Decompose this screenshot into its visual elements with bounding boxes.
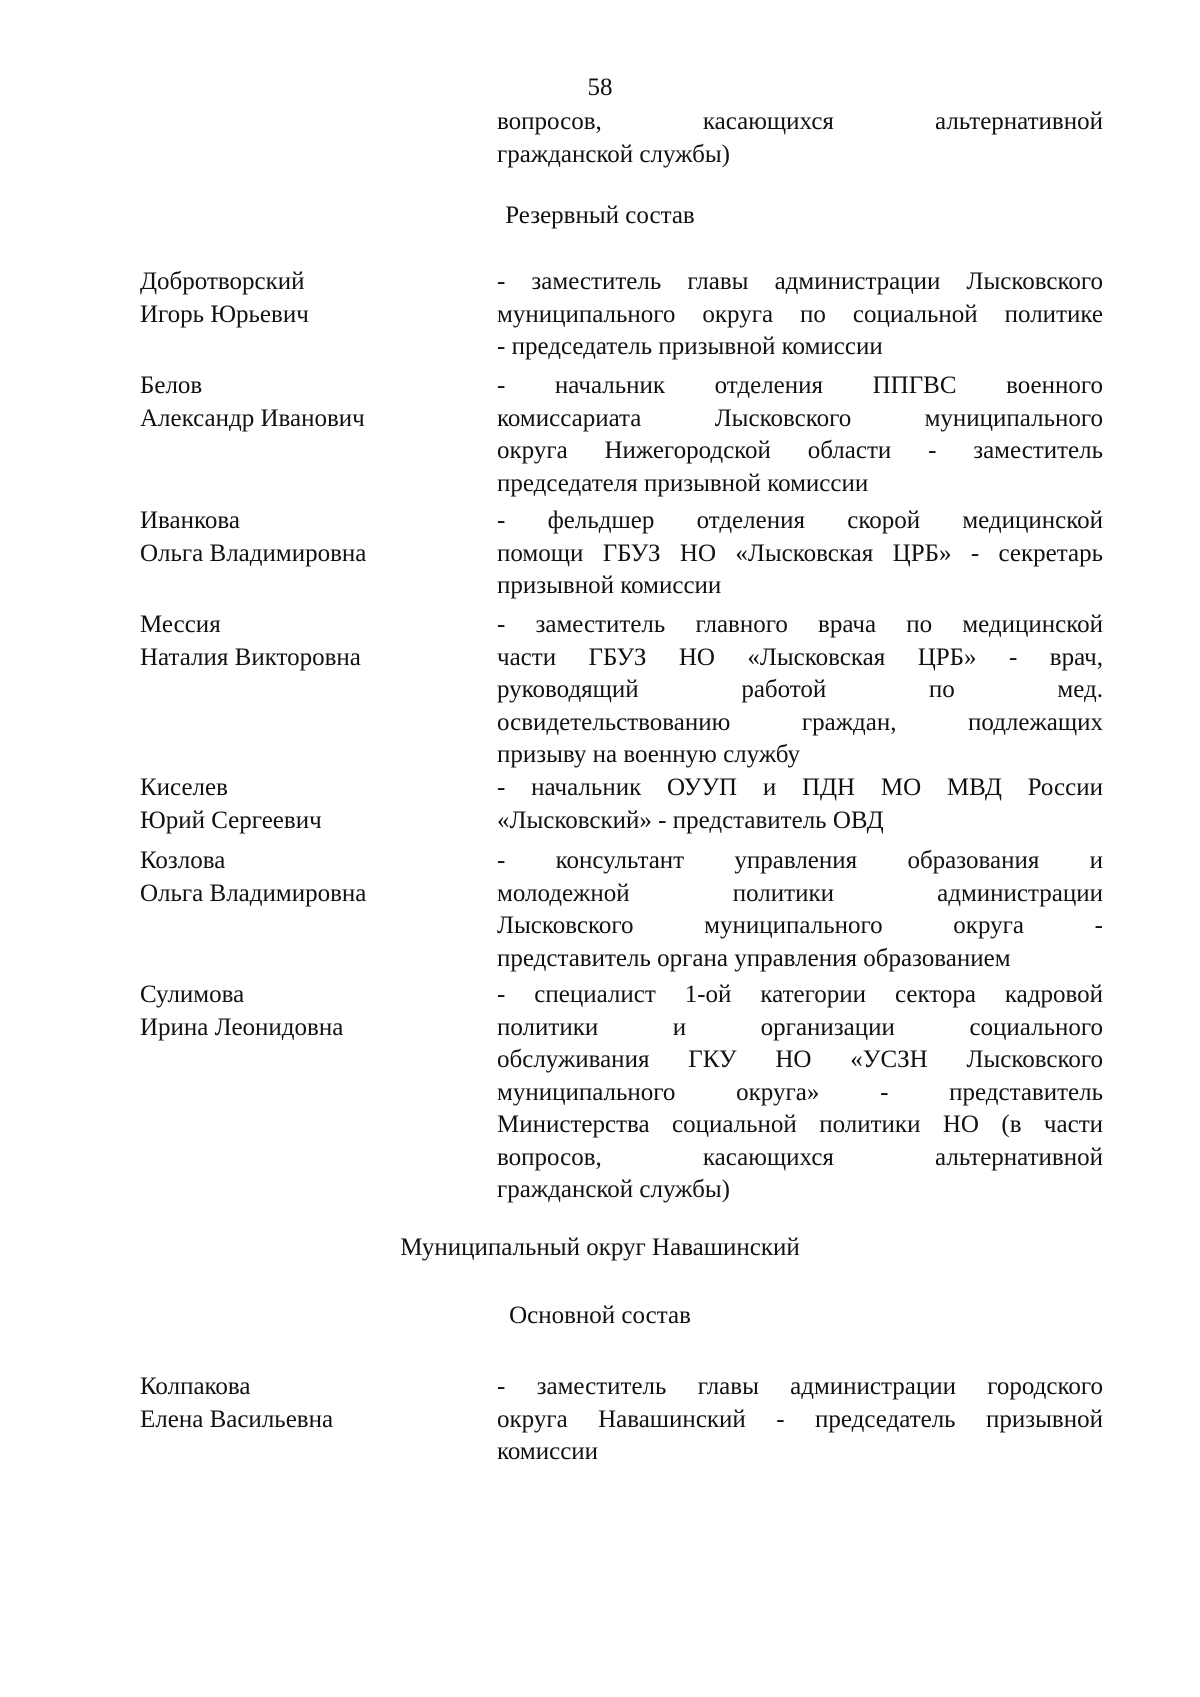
description-line: - председатель призывной комиссии (497, 333, 883, 360)
description-line: - специалист 1-ой категории сектора кадровой (497, 981, 1103, 1008)
member-surname: Киселев (140, 774, 228, 801)
description-line: освидетельствованию граждан, подлежащих (497, 708, 1103, 736)
member-given-name: Ольга Владимировна (140, 539, 367, 567)
description-line: муниципального округа по социальной политике (497, 300, 1103, 328)
member-name (140, 505, 470, 570)
description-line: - заместитель главы администрации Лысковского (497, 268, 1103, 295)
member-name (140, 266, 470, 331)
reserve-heading: Резервный состав (505, 202, 695, 229)
member-name (140, 609, 470, 674)
description-line: гражданской службы) (497, 1176, 730, 1203)
member-position (497, 1371, 1103, 1469)
description-line: - заместитель главы администрации городского (497, 1373, 1103, 1400)
description-line: - фельдшер отделения скорой медицинской (497, 507, 1103, 534)
description-line: Лысковского муниципального округа - (497, 912, 1103, 939)
member-given-name: Ирина Леонидовна (140, 1013, 344, 1041)
description-line: призыву на военную службу (497, 741, 801, 768)
member-name (140, 845, 470, 910)
description-line: призывной комиссии (497, 572, 722, 599)
description-line: комиссариата Лысковского муниципального (497, 404, 1103, 432)
member-given-name: Ольга Владимировна (140, 879, 367, 907)
description-line: представитель органа управления образованием (497, 944, 1011, 972)
description-line: «Лысковский» - представитель ОВД (497, 806, 884, 834)
carryover-description (497, 106, 1103, 171)
description-line: округа Нижегородской области - заместитель (497, 437, 1103, 464)
member-position (497, 845, 1103, 975)
description-line: вопросов, касающихся альтернативной (497, 108, 1103, 135)
member-position (497, 266, 1103, 364)
member-surname: Козлова (140, 847, 226, 874)
member-surname: Колпакова (140, 1373, 251, 1400)
member-given-name: Наталия Викторовна (140, 643, 361, 671)
member-position (497, 979, 1103, 1207)
description-line: - заместитель главного врача по медицинской (497, 611, 1103, 638)
member-position (497, 609, 1103, 772)
description-line: муниципального округа» - представитель (497, 1078, 1103, 1106)
member-position (497, 772, 1103, 837)
description-line: - консультант управления образования и (497, 847, 1103, 874)
member-surname: Добротворский (140, 268, 305, 295)
member-name (140, 1371, 470, 1436)
main-heading: Основной состав (509, 1302, 691, 1329)
description-line: части ГБУЗ НО «Лысковская ЦРБ» - врач, (497, 643, 1103, 671)
member-given-name: Елена Васильевна (140, 1405, 334, 1433)
description-line: гражданской службы) (497, 140, 730, 168)
member-surname: Сулимова (140, 981, 245, 1008)
member-name (140, 979, 470, 1044)
description-line: молодежной политики администрации (497, 879, 1103, 907)
district-heading: Муниципальный округ Навашинский (400, 1234, 800, 1261)
member-given-name: Юрий Сергеевич (140, 806, 322, 834)
member-given-name: Александр Иванович (140, 404, 365, 432)
member-surname: Белов (140, 372, 203, 399)
member-name (140, 772, 470, 837)
description-line: округа Навашинский - председатель призывной (497, 1405, 1103, 1433)
description-line: помощи ГБУЗ НО «Лысковская ЦРБ» - секретарь (497, 539, 1103, 567)
description-line: вопросов, касающихся альтернативной (497, 1143, 1103, 1171)
member-surname: Мессия (140, 611, 221, 638)
description-line: - начальник отделения ППГВС военного (497, 372, 1103, 399)
description-line: обслуживания ГКУ НО «УСЗН Лысковского (497, 1046, 1103, 1073)
member-given-name: Игорь Юрьевич (140, 300, 309, 328)
description-line: комиссии (497, 1438, 599, 1465)
member-position (497, 370, 1103, 500)
member-surname: Иванкова (140, 507, 240, 534)
description-line: политики и организации социального (497, 1013, 1103, 1041)
description-line: - начальник ОУУП и ПДН МО МВД России (497, 774, 1103, 801)
description-line: руководящий работой по мед. (497, 676, 1103, 703)
member-position (497, 505, 1103, 603)
description-line: председателя призывной комиссии (497, 469, 869, 497)
page-number: 58 (587, 74, 613, 101)
member-name (140, 370, 470, 435)
description-line: Министерства социальной политики НО (в части (497, 1111, 1103, 1138)
